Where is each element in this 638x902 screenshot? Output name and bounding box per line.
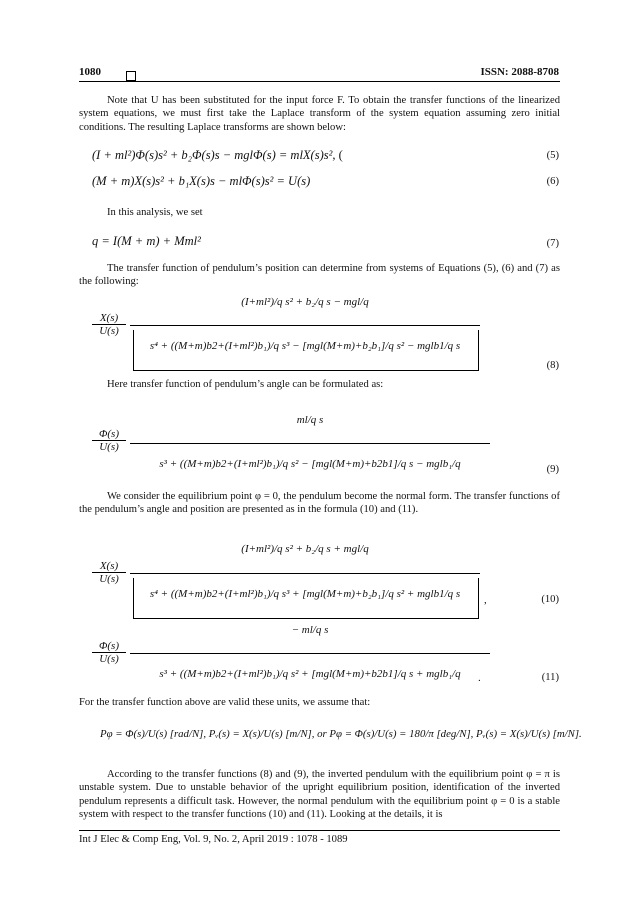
paragraph-3: The transfer function of pendulum’s position can determine from systems of Equations (5), (6) and (7) as the following:: [79, 263, 560, 288]
paragraph-5: We consider the equilibrium point φ = 0, the pendulum become the normal form. The transfer functions of the pendulum’s angle and position are presented as in the formula (10) and (11).: [79, 491, 560, 516]
tf11-period: .: [478, 672, 481, 684]
tf8-numerator: (I+ml²)/q s² + b₂/q s − mgl/q: [241, 296, 369, 308]
eq-number-6: (6): [546, 176, 559, 187]
footer-rule: [79, 830, 560, 831]
eq-number-9: (9): [546, 464, 559, 475]
tf10-comma: ,: [484, 594, 487, 606]
footer-citation: Int J Elec & Comp Eng, Vol. 9, No. 2, April 2019 : 1078 - 1089: [79, 834, 348, 845]
paragraph-7: According to the transfer functions (8) and (9), the inverted pendulum with the equilibrium point φ = π is unstable system. Due to unstable behavior of the upright equilibrium position, identification of the inverted pendulum represents a difficult task. However, the normal pendulum with the equilibrium point φ = 0 is a stable system with respect to the transfer functions (10) and (11). Looking at the details, it is: [79, 769, 560, 821]
paragraph-6: For the transfer function above are valid these units, we assume that:: [79, 697, 371, 708]
eq-number-8: (8): [546, 360, 559, 371]
checkbox-icon: [126, 67, 136, 85]
paragraph-2: In this analysis, we set: [107, 207, 203, 218]
tf10-numerator: (I+ml²)/q s² + b₂/q s + mgl/q: [241, 543, 369, 555]
eq-number-11: (11): [541, 672, 559, 683]
tf9-numerator: ml/q s: [296, 414, 324, 426]
eq-number-5: (5): [546, 150, 559, 161]
tf10-fraction-bar: [130, 573, 480, 574]
tf11-lhs: Φ(s) U(s): [92, 640, 126, 665]
tf10-denominator: s⁴ + ((M+m)b2+(I+ml²)b₁)/q s³ + [mgl(M+m)+b₂b₁]/q s² + mglb1/q s: [149, 588, 461, 600]
paragraph-1: Note that U has been substituted for the input force F. To obtain the transfer functions of the linearized system equations, we must first take the Laplace transform of the system equation assuming zero initial conditions. The resulting Laplace transforms are shown below:: [79, 95, 560, 133]
tf9-denominator: s³ + ((M+m)b2+(I+ml²)b₁)/q s² − [mgl(M+m)+b2b1]/q s − mglb₁/q: [159, 458, 461, 470]
tf8-fraction-bar: [130, 325, 480, 326]
eq-number-7: (7): [546, 238, 559, 249]
tf11-fraction-bar: [130, 653, 490, 654]
tf8-bracket: [133, 330, 479, 371]
tf9-lhs: Φ(s) U(s): [92, 428, 126, 453]
tf8-lhs: X(s) U(s): [92, 312, 126, 337]
eq-number-10: (10): [541, 594, 559, 605]
tf8-denominator: s⁴ + ((M+m)b2+(I+ml²)b₁)/q s³ − [mgl(M+m)+b₂b₁]/q s² − mglb1/q s: [149, 340, 461, 352]
tf11-numerator: − ml/q s: [291, 624, 329, 636]
header-rule: [79, 81, 560, 82]
equation-7: q = I(M + m) + Mml²: [92, 234, 201, 248]
equation-5: (I + ml²)Φ(s)s² + b₂Φ(s)s − mglΦ(s) = mlX(s)s², (: [92, 148, 343, 162]
tf9-fraction-bar: [130, 443, 490, 444]
equation-6: (M + m)X(s)s² + b₁X(s)s − mlΦ(s)s² = U(s): [92, 174, 311, 188]
units-equation: Pφ = Φ(s)/U(s) [rad/N], Pᵥ(s) = X(s)/U(s) [m/N], or Pφ = Φ(s)/U(s) = 180/π [deg/N], Pᵥ(s) = X(s)/U(s) [m/N].: [100, 728, 582, 740]
tf10-bracket: [133, 578, 479, 619]
issn: ISSN: 2088-8708: [480, 66, 559, 78]
paragraph-4: Here transfer function of pendulum’s angle can be formulated as:: [107, 379, 384, 390]
page-number: 1080: [79, 66, 101, 78]
tf11-denominator: s³ + ((M+m)b2+(I+ml²)b₁)/q s² + [mgl(M+m)+b2b1]/q s + mglb₁/q: [159, 668, 461, 680]
tf10-lhs: X(s) U(s): [92, 560, 126, 585]
